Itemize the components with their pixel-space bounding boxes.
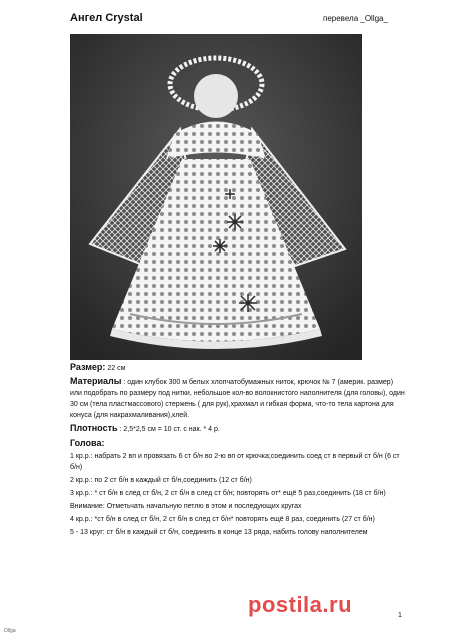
footer-mark: Ollga — [4, 628, 16, 634]
page-title: Ангел Crystal — [70, 12, 143, 24]
materials-label: Материалы — [70, 376, 122, 386]
density-label: Плотность — [70, 423, 118, 433]
watermark — [248, 592, 352, 618]
head-round-1: 1 кр.р.: набрать 2 вп и провязать 6 ст б/н во 2-ю вп от крючка;соединить соед ст в первый ст б/н (6 ст б/н) — [70, 453, 400, 471]
head-round-2: 2 кр.р.: по 2 ст б/н в каждый ст б/н,соединить (12 ст б/н) — [70, 477, 252, 484]
translator-credit: перевела _Ollga_ — [323, 14, 388, 23]
density-row — [70, 423, 406, 435]
head-round-4: 4 кр.р.: *ст б/н в след ст б/н, 2 ст б/н в след ст б/н* повторять ещё 8 раз, соединить (27 ст б/н) — [70, 516, 375, 523]
materials-text: : один клубок 300 м белых хлопчатобумажных ниток, крючок № 7 (америк. размер) или подобрать по размеру под нитки, небольшое кол-во волокнистого наполнителя (для головы), один 30 см (тела пластмассового) стержень ( для рук),храхмал и гибкая форма, что-то тела картона для конуса (для накрахмаливания),клей. — [70, 379, 405, 419]
size-row — [70, 362, 406, 374]
pattern-text — [70, 362, 406, 538]
density-value: : 2,5*2,5 см = 10 ст. с нак. * 4 р. — [119, 426, 220, 433]
page-number: 1 — [398, 612, 402, 619]
head-note: Внимание: Отметьчать начальную петлю в этом и последующих кругах — [70, 503, 302, 510]
head-heading: Голова: — [70, 438, 105, 448]
watermark-text: postila.ru — [248, 592, 353, 617]
size-label: Размер: — [70, 362, 106, 372]
materials-row — [70, 376, 406, 421]
head-round-3: 3 кр.р.: * ст б/н в след ст б/н, 2 ст б/н в след ст б/н; повторять от* ещё 5 раз,соединить (18 ст б/н) — [70, 490, 386, 497]
head-round-5: 5 - 13 круг: ст б/н в каждый ст б/н, соединить в конце 13 ряда, набить голову наполнителем — [70, 529, 368, 536]
angel-illustration — [70, 34, 362, 360]
crochet-angel-photo — [70, 34, 362, 360]
size-value: 22 см — [107, 365, 126, 372]
